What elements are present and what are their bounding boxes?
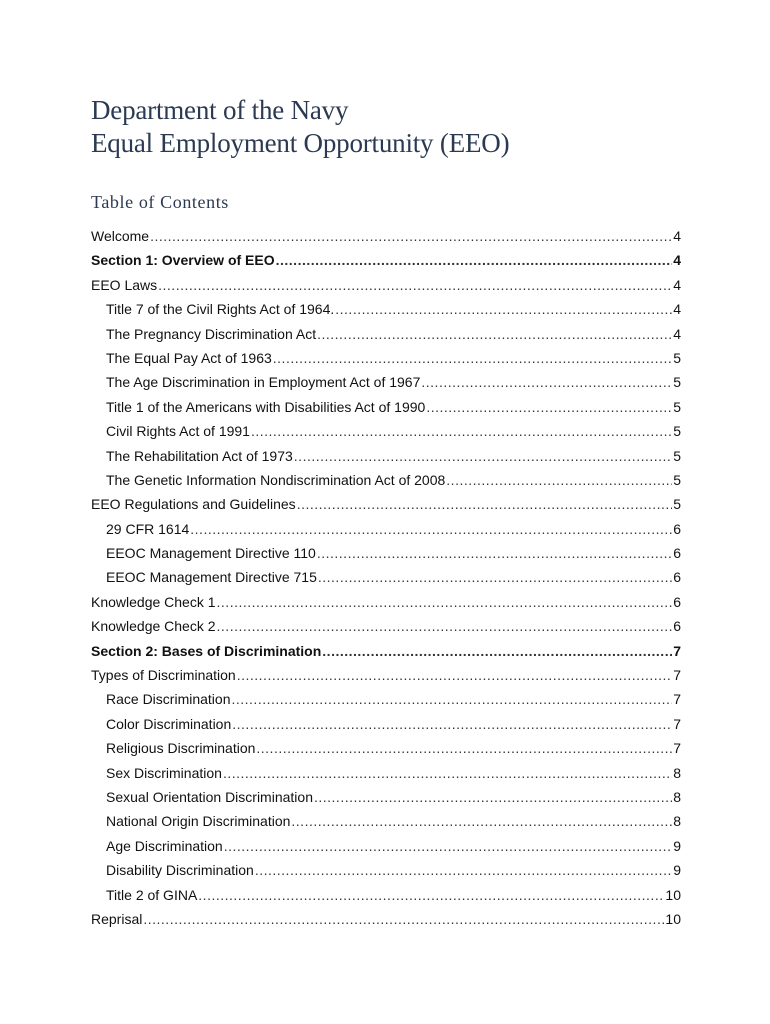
toc-entry-page-number: 7: [673, 691, 681, 708]
toc-entry-label: EEOC Management Directive 715: [106, 569, 317, 586]
toc-entry-label: Welcome: [91, 228, 150, 244]
toc-entry[interactable]: [91, 224, 681, 248]
title-line-1: Department of the Navy: [91, 95, 349, 125]
table-of-contents: [91, 224, 681, 931]
toc-entry[interactable]: [91, 785, 681, 809]
toc-entry[interactable]: [91, 517, 681, 541]
toc-dot-leader: [150, 224, 672, 248]
toc-dot-leader: [158, 273, 672, 297]
toc-entry[interactable]: [91, 468, 681, 492]
toc-entry-label: Religious Discrimination: [106, 740, 256, 757]
toc-entry[interactable]: [91, 395, 681, 419]
toc-entry[interactable]: [91, 687, 681, 711]
toc-dot-leader: [251, 419, 672, 443]
toc-entry-label: Color Discrimination: [106, 715, 232, 732]
toc-entry-page-number: 10: [665, 910, 681, 927]
toc-entry[interactable]: [91, 322, 681, 346]
toc-dot-leader: [291, 809, 672, 833]
toc-entry-label: Title 1 of the Americans with Disabilities Act of 1990: [106, 398, 426, 415]
toc-entry-page-number: 6: [673, 520, 681, 537]
toc-entry-page-number: 5: [673, 447, 681, 464]
toc-entry-page-number: 7: [673, 715, 681, 732]
toc-entry[interactable]: [91, 761, 681, 785]
toc-entry[interactable]: [91, 907, 681, 931]
toc-dot-leader: [255, 858, 672, 882]
toc-entry-page-number: 7: [673, 740, 681, 757]
toc-entry[interactable]: [91, 809, 681, 833]
toc-entry[interactable]: [91, 273, 681, 297]
toc-entry-label: Reprisal: [91, 910, 143, 927]
toc-entry[interactable]: [91, 492, 681, 516]
toc-dot-leader: [322, 639, 672, 663]
toc-dot-leader: [335, 297, 672, 321]
toc-entry-label: Disability Discrimination: [106, 862, 254, 879]
toc-entry-label: EEO Regulations and Guidelines: [91, 496, 296, 513]
toc-entry[interactable]: [91, 444, 681, 468]
toc-entry[interactable]: [91, 248, 681, 272]
toc-dot-leader: [426, 395, 672, 419]
toc-entry-page-number: 9: [673, 837, 681, 854]
toc-entry-label: National Origin Discrimination: [106, 813, 291, 830]
toc-entry-page-number: 10: [665, 886, 681, 903]
toc-entry-label: Knowledge Check 1: [91, 593, 216, 610]
toc-entry-label: Section 2: Bases of Discrimination: [91, 642, 322, 659]
toc-entry-label: Title 7 of the Civil Rights Act of 1964.: [106, 301, 335, 318]
toc-entry-page-number: 8: [673, 764, 681, 781]
toc-dot-leader: [273, 346, 672, 370]
toc-dot-leader: [318, 565, 672, 589]
document-title: [91, 94, 509, 160]
toc-entry-page-number: 5: [673, 374, 681, 391]
toc-entry-page-number: 6: [673, 545, 681, 562]
toc-entry[interactable]: [91, 297, 681, 321]
toc-entry-label: Types of Discrimination: [91, 667, 236, 684]
toc-entry-page-number: 4: [673, 325, 681, 342]
toc-entry-label: The Genetic Information Nondiscrimination Act of 2008: [106, 471, 446, 488]
toc-entry[interactable]: [91, 858, 681, 882]
toc-entry-label: Knowledge Check 2: [91, 618, 216, 635]
toc-entry-label: Title 2 of GINA: [106, 886, 198, 903]
toc-entry[interactable]: [91, 419, 681, 443]
toc-dot-leader: [297, 492, 673, 516]
toc-entry[interactable]: [91, 663, 681, 687]
toc-entry-page-number: 5: [673, 423, 681, 440]
toc-entry-label: The Pregnancy Discrimination Act: [106, 325, 317, 342]
toc-entry-label: 29 CFR 1614: [106, 520, 190, 537]
toc-dot-leader: [421, 370, 672, 394]
toc-entry-page-number: 5: [673, 349, 681, 366]
toc-entry-label: EEOC Management Directive 110: [106, 545, 316, 562]
toc-entry-label: EEO Laws: [91, 276, 158, 293]
toc-dot-leader: [232, 712, 672, 736]
toc-entry-page-number: 5: [673, 471, 681, 488]
toc-entry[interactable]: [91, 346, 681, 370]
title-line-2: Equal Employment Opportunity (EEO): [91, 128, 510, 158]
toc-entry-label: Age Discrimination: [106, 837, 223, 854]
toc-entry-page-number: 4: [673, 252, 681, 269]
toc-dot-leader: [231, 687, 672, 711]
toc-entry-page-number: 6: [673, 569, 681, 586]
toc-entry-page-number: 5: [673, 398, 681, 415]
toc-dot-leader: [446, 468, 672, 492]
toc-entry-page-number: 5: [673, 496, 681, 513]
toc-entry-page-number: 4: [673, 228, 681, 244]
toc-entry-page-number: 9: [673, 862, 681, 879]
toc-dot-leader: [294, 444, 672, 468]
toc-entry[interactable]: [91, 712, 681, 736]
toc-entry-page-number: 4: [673, 301, 681, 318]
toc-entry-page-number: 8: [673, 813, 681, 830]
toc-dot-leader: [317, 322, 672, 346]
toc-entry[interactable]: [91, 370, 681, 394]
toc-dot-leader: [143, 907, 664, 931]
toc-dot-leader: [198, 883, 664, 907]
toc-entry-label: Civil Rights Act of 1991: [106, 423, 250, 440]
toc-dot-leader: [276, 248, 673, 272]
toc-entry[interactable]: [91, 834, 681, 858]
toc-entry-page-number: 7: [673, 667, 681, 684]
toc-entry-label: Race Discrimination: [106, 691, 231, 708]
toc-dot-leader: [223, 761, 672, 785]
toc-entry-label: The Equal Pay Act of 1963: [106, 349, 272, 366]
toc-dot-leader: [217, 614, 673, 638]
toc-dot-leader: [237, 663, 672, 687]
toc-entry[interactable]: [91, 639, 681, 663]
toc-dot-leader: [190, 517, 672, 541]
toc-heading: Table of Contents: [91, 192, 229, 212]
toc-entry[interactable]: [91, 590, 681, 614]
toc-entry-page-number: 4: [673, 276, 681, 293]
toc-entry-label: The Rehabilitation Act of 1973: [106, 447, 293, 464]
toc-entry[interactable]: [91, 565, 681, 589]
toc-entry[interactable]: [91, 736, 681, 760]
toc-dot-leader: [317, 541, 672, 565]
toc-entry[interactable]: [91, 614, 681, 638]
toc-entry[interactable]: [91, 883, 681, 907]
toc-entry[interactable]: [91, 541, 681, 565]
toc-dot-leader: [217, 590, 673, 614]
toc-dot-leader: [256, 736, 672, 760]
toc-dot-leader: [224, 834, 672, 858]
toc-entry-page-number: 7: [673, 642, 681, 659]
toc-entry-label: The Age Discrimination in Employment Act of 1967: [106, 374, 421, 391]
toc-entry-label: Section 1: Overview of EEO: [91, 252, 275, 269]
toc-entry-label: Sex Discrimination: [106, 764, 222, 781]
toc-entry-page-number: 6: [673, 593, 681, 610]
toc-entry-page-number: 6: [673, 618, 681, 635]
toc-entry-page-number: 8: [673, 788, 681, 805]
toc-entry-label: Sexual Orientation Discrimination: [106, 788, 313, 805]
toc-dot-leader: [314, 785, 672, 809]
